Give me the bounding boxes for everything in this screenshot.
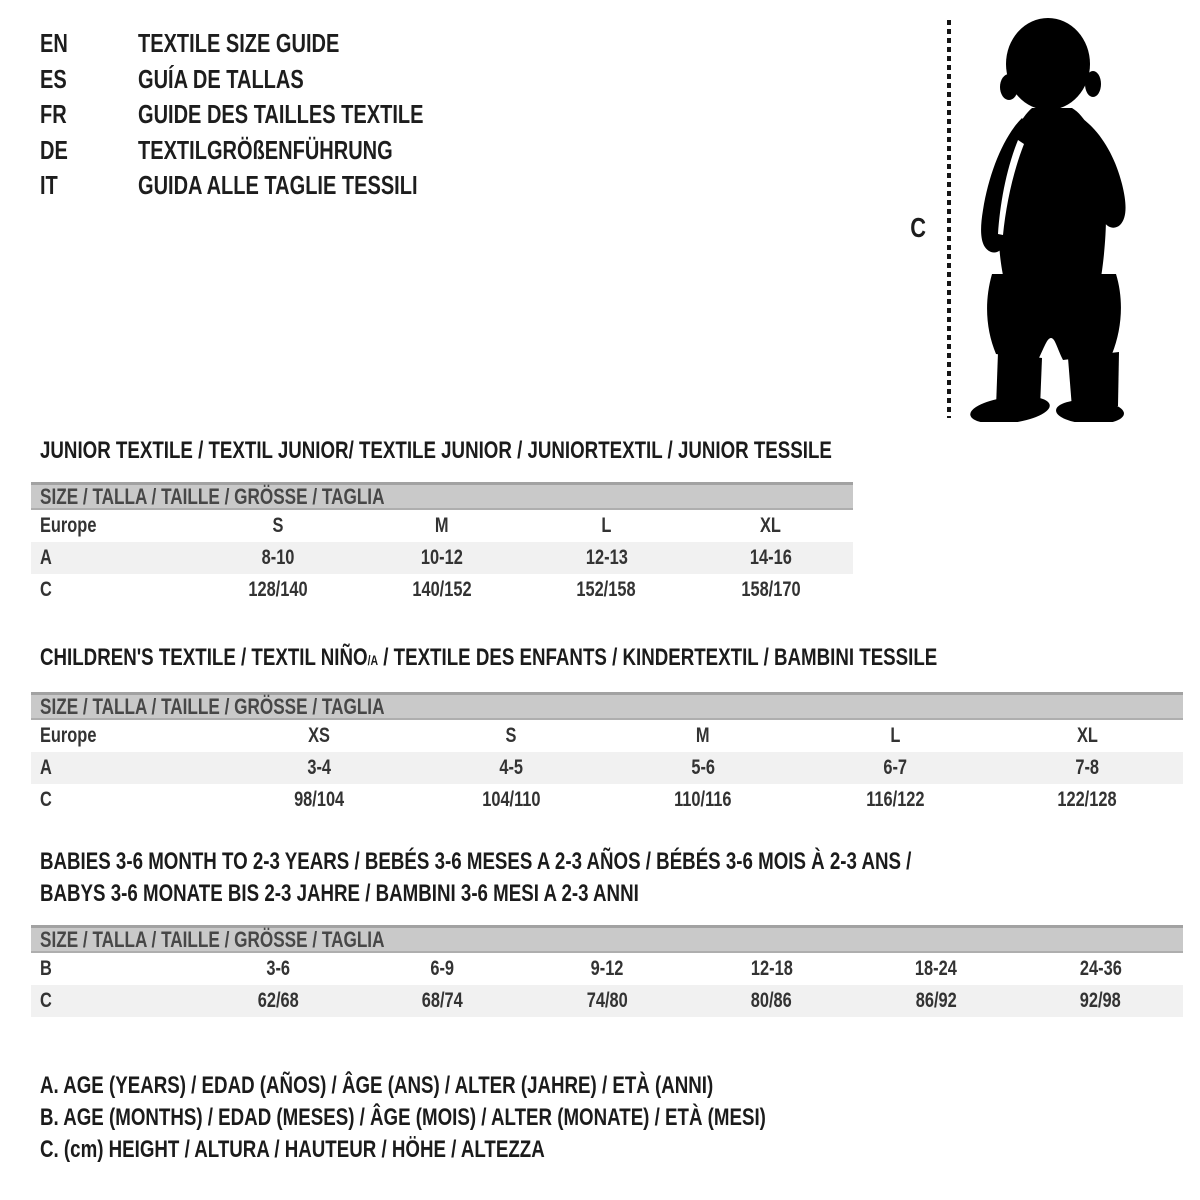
size-cell (607, 784, 799, 816)
size-cell (196, 953, 361, 985)
size-value: S (272, 514, 284, 537)
row-label: C (40, 788, 52, 811)
row-label-cell (31, 510, 195, 542)
size-cell (799, 784, 991, 816)
size-cell (991, 752, 1183, 784)
size-cell (689, 510, 853, 542)
size-cell (607, 720, 799, 752)
row-label: B (40, 957, 52, 980)
size-value: 6-7 (883, 756, 907, 779)
size-value: XS (308, 724, 330, 747)
language-row-fr (40, 97, 509, 133)
children-section-heading (40, 642, 1190, 677)
size-cell (689, 953, 854, 985)
size-header-text: SIZE / TALLA / TAILLE / GRÖSSE / TAGLIA (40, 484, 385, 509)
size-cell (991, 784, 1183, 816)
size-header-text: SIZE / TALLA / TAILLE / GRÖSSE / TAGLIA (40, 927, 385, 952)
size-value: 18-24 (915, 957, 958, 980)
size-cell (415, 752, 607, 784)
height-measure-label (908, 212, 928, 244)
size-value: 10-12 (421, 546, 463, 569)
size-value: XL (760, 514, 782, 537)
size-cell (195, 510, 359, 542)
size-cell (799, 752, 991, 784)
size-value: 110/116 (674, 788, 732, 811)
size-value: 62/68 (257, 989, 299, 1012)
language-code-text: FR (40, 99, 67, 129)
legend-line-age-years (40, 1070, 971, 1102)
size-value: 116/122 (865, 788, 925, 811)
table-row-height (31, 985, 1183, 1017)
table-row-height (31, 784, 1183, 816)
size-value: XL (1076, 724, 1098, 747)
legend-line-age-months (40, 1102, 971, 1134)
table-row-age (31, 542, 853, 574)
size-value: 12-18 (750, 957, 793, 980)
size-value: 152/158 (576, 578, 636, 601)
size-value: M (435, 514, 449, 537)
size-cell (854, 953, 1019, 985)
size-cell (223, 752, 415, 784)
language-title-text: TEXTILE SIZE GUIDE (138, 28, 340, 58)
language-title-text: GUIDA ALLE TAGLIE TESSILI (138, 170, 418, 200)
baby-silhouette-icon (962, 12, 1138, 422)
size-cell (1018, 953, 1183, 985)
row-label: A (40, 546, 52, 569)
children-section-heading-text (40, 642, 937, 677)
language-code (40, 133, 138, 169)
size-cell (415, 784, 607, 816)
size-cell (415, 720, 607, 752)
size-value: 5-6 (691, 756, 715, 779)
babies-heading-line1: BABIES 3-6 MONTH TO 2-3 YEARS / BEBÉS 3-6 MESES A 2-3 AÑOS / BÉBÉS 3-6 MOIS À 2-3 ANS / (40, 848, 912, 875)
language-row-de (40, 133, 509, 169)
row-label: C (40, 578, 52, 601)
language-code (40, 62, 138, 98)
size-cell (360, 953, 525, 985)
babies-heading-line2: BABYS 3-6 MONATE BIS 2-3 JAHRE / BAMBINI 3-6 MESI A 2-3 ANNI (40, 880, 639, 907)
legend-text: C. (cm) HEIGHT / ALTURA / HAUTEUR / HÖHE / ALTEZZA (40, 1136, 545, 1163)
language-code (40, 26, 138, 62)
children-heading-part2: / TEXTILE DES ENFANTS / KINDERTEXTIL / BAMBINI TESSILE (378, 644, 938, 671)
language-list (40, 26, 509, 204)
children-heading-part1: CHILDREN'S TEXTILE / TEXTIL NIÑO (40, 644, 368, 671)
size-value: 158/170 (741, 578, 801, 601)
legend-line-height-cm (40, 1134, 971, 1166)
size-value: 128/140 (247, 578, 308, 601)
table-row-months (31, 953, 1183, 985)
size-cell (525, 985, 690, 1017)
size-value: 122/128 (1057, 788, 1117, 811)
row-label-cell (31, 574, 195, 606)
junior-table (31, 510, 853, 606)
size-value: 74/80 (586, 989, 628, 1012)
size-cell (1018, 985, 1183, 1017)
language-title (138, 133, 469, 169)
row-label-cell (31, 752, 223, 784)
size-cell (360, 510, 524, 542)
babies-table (31, 953, 1183, 1017)
legend (40, 1070, 971, 1166)
size-header-text: SIZE / TALLA / TAILLE / GRÖSSE / TAGLIA (40, 694, 385, 719)
size-cell (360, 985, 525, 1017)
size-value: 8-10 (261, 546, 294, 569)
row-label-cell (31, 784, 223, 816)
size-value: 6-9 (430, 957, 455, 980)
children-heading-sub: /A (367, 653, 379, 668)
size-cell (525, 953, 690, 985)
babies-section-heading (40, 846, 1157, 910)
language-title-text: TEXTILGRÖßENFÜHRUNG (138, 134, 393, 165)
language-row-es (40, 62, 509, 98)
size-value: 12-13 (585, 546, 628, 569)
table-row-europe (31, 510, 853, 542)
size-cell (195, 574, 359, 606)
size-value: 98/104 (293, 788, 345, 811)
size-cell (689, 542, 853, 574)
size-value: 4-5 (499, 756, 523, 779)
language-title (138, 26, 399, 62)
table-row-europe (31, 720, 1183, 752)
children-size-table (31, 692, 1183, 816)
legend-text: A. AGE (YEARS) / EDAD (AÑOS) / ÂGE (ANS) / ALTER (JAHRE) / ETÀ (ANNI) (40, 1072, 714, 1099)
size-cell (689, 574, 853, 606)
size-value: M (696, 724, 710, 747)
language-row-it (40, 168, 509, 204)
row-label-cell (31, 542, 195, 574)
size-cell (223, 784, 415, 816)
size-value: 7-8 (1075, 756, 1099, 779)
row-label-cell (31, 985, 196, 1017)
row-label-cell (31, 720, 223, 752)
size-cell (195, 542, 359, 574)
row-label: A (40, 756, 52, 779)
size-value: 104/110 (481, 788, 541, 811)
children-table (31, 720, 1183, 816)
size-value: S (505, 724, 517, 747)
size-header-bar (31, 692, 1183, 720)
junior-section-heading (40, 435, 1055, 467)
language-title (138, 62, 353, 98)
size-cell (524, 510, 688, 542)
size-value: 24-36 (1079, 957, 1122, 980)
table-row-age (31, 752, 1183, 784)
language-code (40, 97, 138, 133)
size-cell (360, 542, 524, 574)
language-title (138, 168, 501, 204)
size-cell (524, 542, 688, 574)
size-cell (991, 720, 1183, 752)
legend-text: B. AGE (MONTHS) / EDAD (MESES) / ÂGE (MOIS) / ALTER (MONATE) / ETÀ (MESI) (40, 1104, 766, 1131)
row-label: C (40, 989, 52, 1012)
size-value: 92/98 (1080, 989, 1122, 1012)
size-header-bar (31, 925, 1183, 953)
size-value: 140/152 (412, 578, 472, 601)
language-title-text: GUIDE DES TAILLES TEXTILE (138, 99, 424, 129)
size-cell (524, 574, 688, 606)
size-cell (854, 985, 1019, 1017)
size-value: 86/92 (915, 989, 957, 1012)
size-cell (689, 985, 854, 1017)
language-code-text: IT (40, 170, 58, 200)
size-cell (360, 574, 524, 606)
size-value: 3-6 (265, 957, 290, 980)
size-cell (799, 720, 991, 752)
size-header-bar (31, 482, 853, 510)
language-code-text: ES (40, 63, 67, 94)
size-cell (196, 985, 361, 1017)
size-value: 9-12 (590, 957, 624, 980)
size-value: L (889, 724, 900, 747)
size-value: 14-16 (749, 546, 792, 569)
height-dashed-line (947, 20, 951, 418)
height-measure-label-text: C (910, 212, 927, 243)
row-label-cell (31, 953, 196, 985)
size-value: 80/86 (751, 989, 793, 1012)
babies-size-table (31, 925, 1183, 1017)
language-code-text: EN (40, 28, 68, 58)
language-title-text: GUÍA DE TALLAS (138, 63, 304, 94)
size-value: 68/74 (421, 989, 463, 1012)
language-row-en (40, 26, 509, 62)
junior-size-table (31, 482, 853, 606)
size-cell (607, 752, 799, 784)
junior-section-heading-text: JUNIOR TEXTILE / TEXTIL JUNIOR/ TEXTILE JUNIOR / JUNIORTEXTIL / JUNIOR TESSILE (40, 437, 832, 464)
size-cell (223, 720, 415, 752)
table-row-height (31, 574, 853, 606)
row-label: Europe (40, 514, 97, 537)
language-code (40, 168, 138, 204)
size-value: 3-4 (307, 756, 331, 779)
language-code-text: DE (40, 134, 68, 165)
row-label: Europe (40, 724, 97, 747)
size-value: L (601, 514, 612, 537)
language-title (138, 97, 509, 133)
